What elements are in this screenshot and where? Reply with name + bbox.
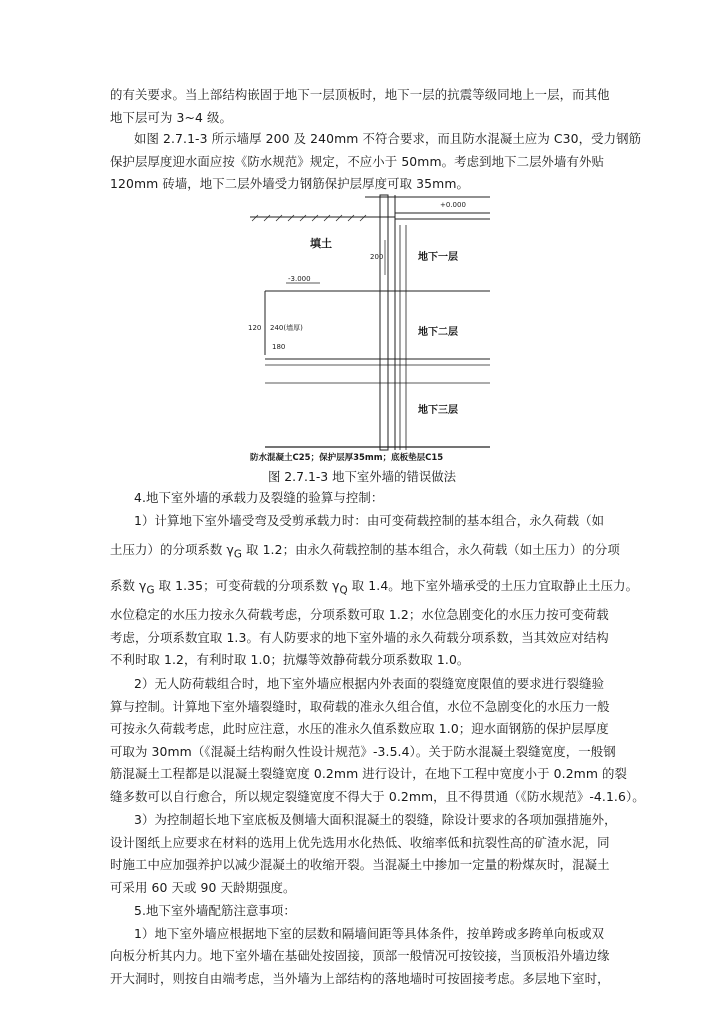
text-line: 保护层厚度迎水面应按《防水规范》规定，不应小于 50mm。考虑到地下二层外墙有外贴 — [110, 153, 605, 169]
text-line: 考虑，分项系数宜取 1.3。有人防要求的地下室外墙的永久荷载分项系数，当其效应对结构 — [110, 629, 609, 645]
text-line: 设计图纸上应要求在材料的选用上优先选用水化热低、收缩率低和抗裂性高的矿渣水泥，同 — [110, 834, 610, 850]
gamma-subscript: Q — [339, 584, 348, 597]
text-line: 2）无人防荷载组合时，地下室外墙应根据内外表面的裂缝宽度限值的要求进行裂缝验 — [134, 676, 605, 691]
text-line: 水位稳定的水压力按永久荷载考虑，分项系数可取 1.2；水位急剧变化的水压力按可变荷载 — [110, 607, 609, 622]
text-line: 可采用 60 天或 90 天龄期强度。 — [110, 879, 296, 895]
section4-paragraph — [110, 487, 618, 532]
text-line: 开大洞时，则按自由端考虑，当外墙为上部结构的落地墙时可按固接考虑。多层地下室时， — [110, 970, 610, 986]
text-frag: 取 1.35；可变荷载的分项系数 γ — [154, 578, 340, 593]
text-line: 缝多数可以自行愈合，所以规定裂缝宽度不得大于 0.2mm，且不得贯通（《防水规范》-4.1.6）。 — [110, 788, 645, 804]
text-line: 可按永久荷载考虑，此时应注意，水压的准永久值系数应取 1.0；迎水面钢筋的保护层厚度 — [110, 721, 609, 737]
text-line: 算与控制。计算地下室外墙裂缝时，取荷载的准永久组合值，水位不急剧变化的水压力一般 — [110, 698, 610, 714]
text-frag: 取 1.2；由永久荷载控制的基本组合，永久荷载（如土压力）的分项 — [242, 542, 620, 557]
label-fill: 填土 — [310, 237, 332, 250]
section5-paragraph — [110, 900, 618, 990]
section-drawing — [240, 185, 500, 465]
text-line: 3）为控制超长地下室底板及侧墙大面积混凝土的裂缝，除设计要求的各项加强措施外， — [134, 812, 617, 827]
text-line: 如图 2.7.1-3 所示墙厚 200 及 240mm 不符合要求，而且防水混凝土应为 C30，受力钢筋 — [134, 131, 642, 146]
text-line: 的有关要求。当上部结构嵌固于地下一层顶板时，地下一层的抗震等级同地上一层，而其他 — [110, 87, 610, 102]
section4-formula-lines — [110, 534, 618, 570]
section5-heading: 5.地下室外墙配筋注意事项： — [134, 903, 296, 918]
intro-paragraph — [110, 84, 618, 129]
label-b1: 地下一层 — [418, 252, 458, 263]
label-b2: 地下二层 — [418, 327, 458, 338]
figure-footer-note: 防水混凝土C25；保护层厚35mm；底板垫层C15 — [250, 453, 444, 463]
section4-heading: 4.地下室外墙的承载力及裂缝的验算与控制： — [134, 490, 384, 505]
label-elev-top: +0.000 — [440, 201, 466, 209]
gamma-subscript: G — [233, 548, 242, 561]
text-line: 可取为 30mm（《混凝土结构耐久性设计规范》-3.5.4）。关于防水混凝土裂缝宽度，一般钢 — [110, 743, 616, 759]
gamma-g-text: 土压力）的分项系数 γ — [110, 542, 234, 557]
text-line: 120mm 砖墙，地下二层外墙受力钢筋保护层厚度可取 35mm。 — [110, 176, 469, 192]
text-line: 1）地下室外墙应根据地下室的层数和隔墙间距等具体条件，按单跨或多跨单向板或双 — [134, 925, 605, 941]
text-line: 不利时取 1.2，有利时取 1.0；抗爆等效静荷载分项系数取 1.0。 — [110, 652, 470, 668]
label-dim-120: 120 — [248, 324, 262, 332]
text-frag: 取 1.4。地下室外墙承受的土压力宜取静止土压力。 — [347, 578, 639, 593]
section4-p2 — [110, 673, 645, 809]
text-line — [110, 570, 639, 606]
section4-p3 — [110, 809, 618, 899]
basement-wall-figure — [240, 185, 500, 465]
text-line: 向板分析其内力。地下室外墙在基础处按固接，顶部一般情况可按铰接，当顶板沿外墙边缘 — [110, 948, 610, 964]
text-line — [110, 534, 618, 570]
label-dim-200: 200 — [370, 253, 384, 261]
section4-p1-rest — [110, 604, 618, 672]
text-line: 筋混凝土工程都是以混凝土裂缝宽度 0.2mm 进行设计，在地下工程中宽度小于 0.2mm 的裂 — [110, 766, 628, 782]
text-frag: 系数 γ — [110, 578, 147, 593]
figure-caption: 图 2.7.1-3 地下室外墙的错误做法 — [267, 469, 457, 484]
outer-wall — [380, 195, 388, 450]
gamma-subscript: G — [146, 584, 155, 597]
text-line: 时施工中应加强养护以减少混凝土的收缩开裂。当混凝土中掺加一定量的粉煤灰时，混凝土 — [110, 857, 610, 873]
section4-formula-lines-2 — [110, 570, 639, 606]
text-line: 1）计算地下室外墙受弯及受剪承载力时：由可变荷载控制的基本组合，永久荷载（如 — [134, 512, 605, 528]
label-elev-mid: -3.000 — [288, 275, 311, 283]
label-dim-240: 240(墙厚) — [270, 324, 303, 332]
label-dim-180: 180 — [272, 343, 286, 351]
ground-hatch — [252, 215, 366, 221]
text-line: 地下层可为 3~4 级。 — [110, 109, 232, 125]
label-b3: 地下三层 — [418, 405, 458, 416]
